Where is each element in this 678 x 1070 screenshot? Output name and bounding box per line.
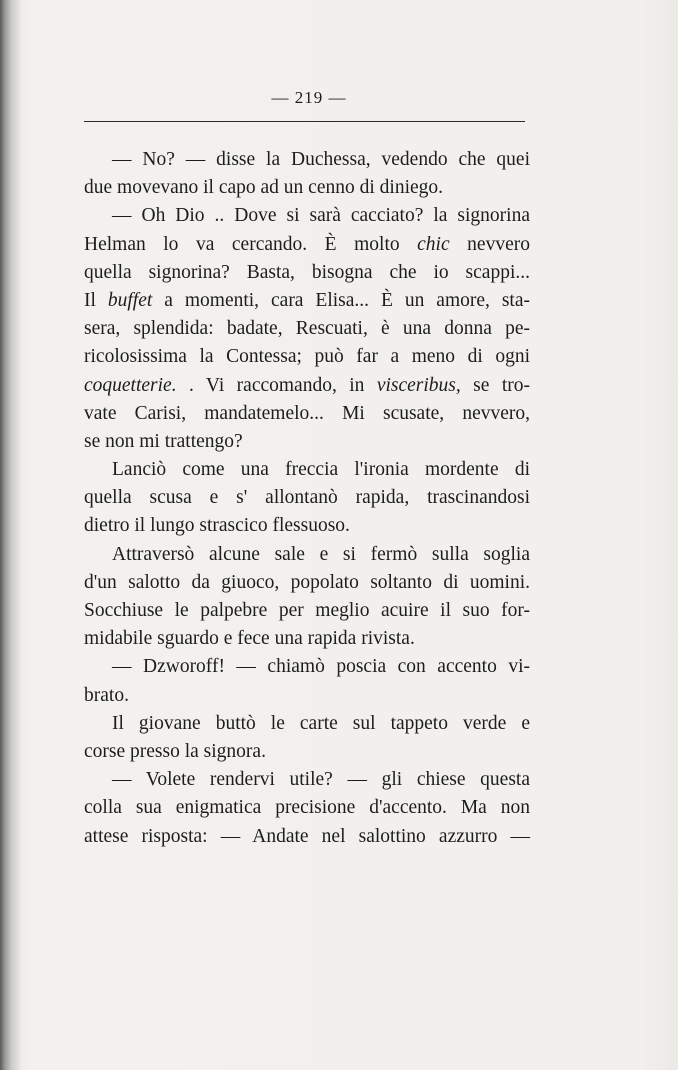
body-text: [84, 146, 530, 851]
text-line: quella scusa e s' allontanò rapida, trascinandosi: [84, 487, 530, 509]
text-line: Attraversò alcune sale e si fermò sulla soglia: [112, 543, 530, 565]
text-segment: Il: [84, 289, 108, 311]
text-line: Il giovane buttò le carte sul tappeto verde e: [112, 712, 530, 734]
italic-word: visceribus,: [376, 374, 461, 396]
binding-edge: [0, 0, 22, 1070]
text-line: se non mi trattengo?: [84, 430, 243, 452]
text-line: corse presso la signora.: [84, 740, 266, 762]
text-line: — Dzworoff! — chiamò poscia con accento vi-: [112, 656, 530, 678]
text-segment: se tro-: [460, 374, 530, 396]
text-segment: Helman lo va cercando. È molto: [84, 233, 418, 255]
text-line: dietro il lungo strascico flessuoso.: [84, 515, 350, 537]
italic-word: chic: [417, 233, 450, 255]
text-line: d'un salotto da giuoco, popolato soltanto di uomini.: [84, 571, 530, 593]
text-line: brato.: [84, 684, 129, 706]
text-line: ricolosissima la Contessa; può far a meno di ogni: [84, 346, 530, 368]
text-line: — Oh Dio .. Dove si sarà cacciato? la signorina: [112, 205, 530, 227]
italic-word: buffet: [107, 289, 153, 311]
text-segment: a momenti, cara Elisa... È un amore, sta-: [152, 289, 531, 311]
text-line: Socchiuse le palpebre per meglio acuire il suo for-: [84, 600, 530, 621]
text-line: Lanciò come una freccia l'ironia mordente di: [112, 459, 530, 481]
text-segment: . Vi raccomando, in: [176, 374, 377, 396]
text-segment: nevvero: [449, 233, 530, 255]
text-line: attese risposta: — Andate nel salottino azzurro —: [84, 825, 530, 847]
text-line: vate Carisi, mandatemelo... Mi scusate, nevvero,: [84, 402, 530, 424]
header-rule: [84, 121, 525, 122]
text-line: [84, 287, 530, 315]
text-line: — No? — disse la Duchessa, vedendo che quei: [112, 149, 530, 170]
text-line: — Volete rendervi utile? — gli chiese questa: [112, 769, 530, 791]
text-line: midabile sguardo e fece una rapida rivista.: [84, 628, 415, 650]
page-number: — 219 —: [271, 88, 347, 107]
text-line: sera, splendida: badate, Rescuati, è una donna pe-: [84, 318, 530, 340]
text-line: due movevano il capo ad un cenno di diniego.: [84, 177, 444, 199]
text-line: quella signorina? Basta, bisogna che io scappi...: [84, 261, 530, 283]
text-line: [84, 372, 530, 400]
italic-word: coquetterie.: [84, 374, 177, 396]
text-line: colla sua enigmatica precisione d'accento. Ma non: [84, 797, 530, 819]
text-line: [84, 231, 530, 259]
